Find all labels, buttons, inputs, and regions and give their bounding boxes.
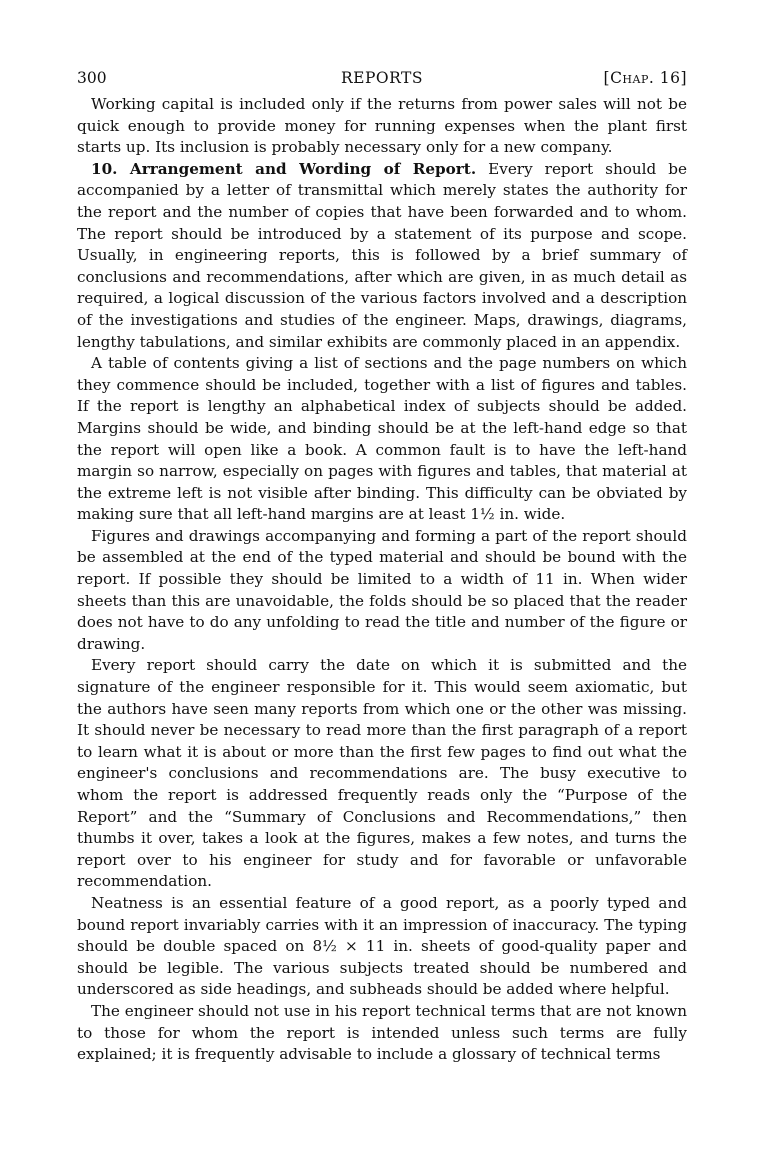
section-heading: 10. Arrangement and Wording of Report. [91, 159, 477, 178]
paragraph: Neatness is an essential feature of a good report, as a poorly typed and bound report invariably carries with it an impression of inaccuracy. The typing should be double spaced on 8½ × 11 in. sheets of good-quality paper and should be legible. The various subjects treated should be numbered and underscored as side headings, and subheads should be added where helpful. [77, 893, 687, 999]
paragraph: The engineer should not use in his report technical terms that are not known to those for whom the report is intended unless such terms are fully explained; it is frequently advisable to include a glossary of technical terms [77, 1001, 687, 1064]
paragraph: Every report should carry the date on which it is submitted and the signature of the engineer responsible for it. This would seem axiomatic, but the authors have seen many reports from which one or the other was missing. It should never be necessary to read more than the first paragraph of a report to learn what it is about or more than the first few pages to find out what the engineer's conclusions and recommendations are. The busy executive to whom the report is addressed frequently reads only the “Purpose of the Report” and the “Summary of Conclusions and Recommendations,” then thumbs it over, takes a look at the figures, makes a few notes, and turns the report over to his engineer for study and for favorable or unfavorable recommendation. [77, 656, 687, 891]
paragraph: Figures and drawings accompanying and forming a part of the report should be assembled at the end of the typed material and should be bound with the report. If possible they should be limited to a width of 11 in. When wider sheets than this are unavoidable, the folds should be so placed that the reader does not have to do any unfolding to read the title and number of the figure or drawing. [77, 526, 687, 653]
chapter-label: [Chap. 16] [603, 69, 687, 87]
document-page [77, 62, 687, 1066]
body-text [77, 94, 687, 1066]
running-title: REPORTS [341, 69, 423, 87]
paragraph-text: Every report should be accompanied by a letter of transmittal which merely states the authority for the report and the number of copies that have been forwarded and to whom. The report should be introduced by a statement of its purpose and scope. Usually, in engineering reports, this is followed by a brief summary of conclusions and recommendations, after which are given, in as much detail as required, a logical discussion of the various factors involved and a description of the investigations and studies of the engineer. Maps, drawings, diagrams, lengthy tabulations, and similar exhibits are commonly placed in an appendix. [77, 159, 688, 351]
paragraph [77, 159, 687, 353]
page-number: 300 [77, 69, 107, 87]
paragraph: A table of contents giving a list of sections and the page numbers on which they commence should be included, together with a list of figures and tables. If the report is lengthy an alphabetical index of subjects should be added. Margins should be wide, and binding should be at the left-hand edge so that the report will open like a book. A common fault is to have the left-hand margin so narrow, especially on pages with figures and tables, that material at the extreme left is not visible after binding. This difficulty can be obviated by making sure that all left-hand margins are at least 1½ in. wide. [77, 354, 687, 524]
paragraph: Working capital is included only if the returns from power sales will not be quick enough to provide money for running expenses when the plant first starts up. Its inclusion is probably necessary only for a new company. [77, 95, 687, 157]
page-header [77, 62, 687, 90]
